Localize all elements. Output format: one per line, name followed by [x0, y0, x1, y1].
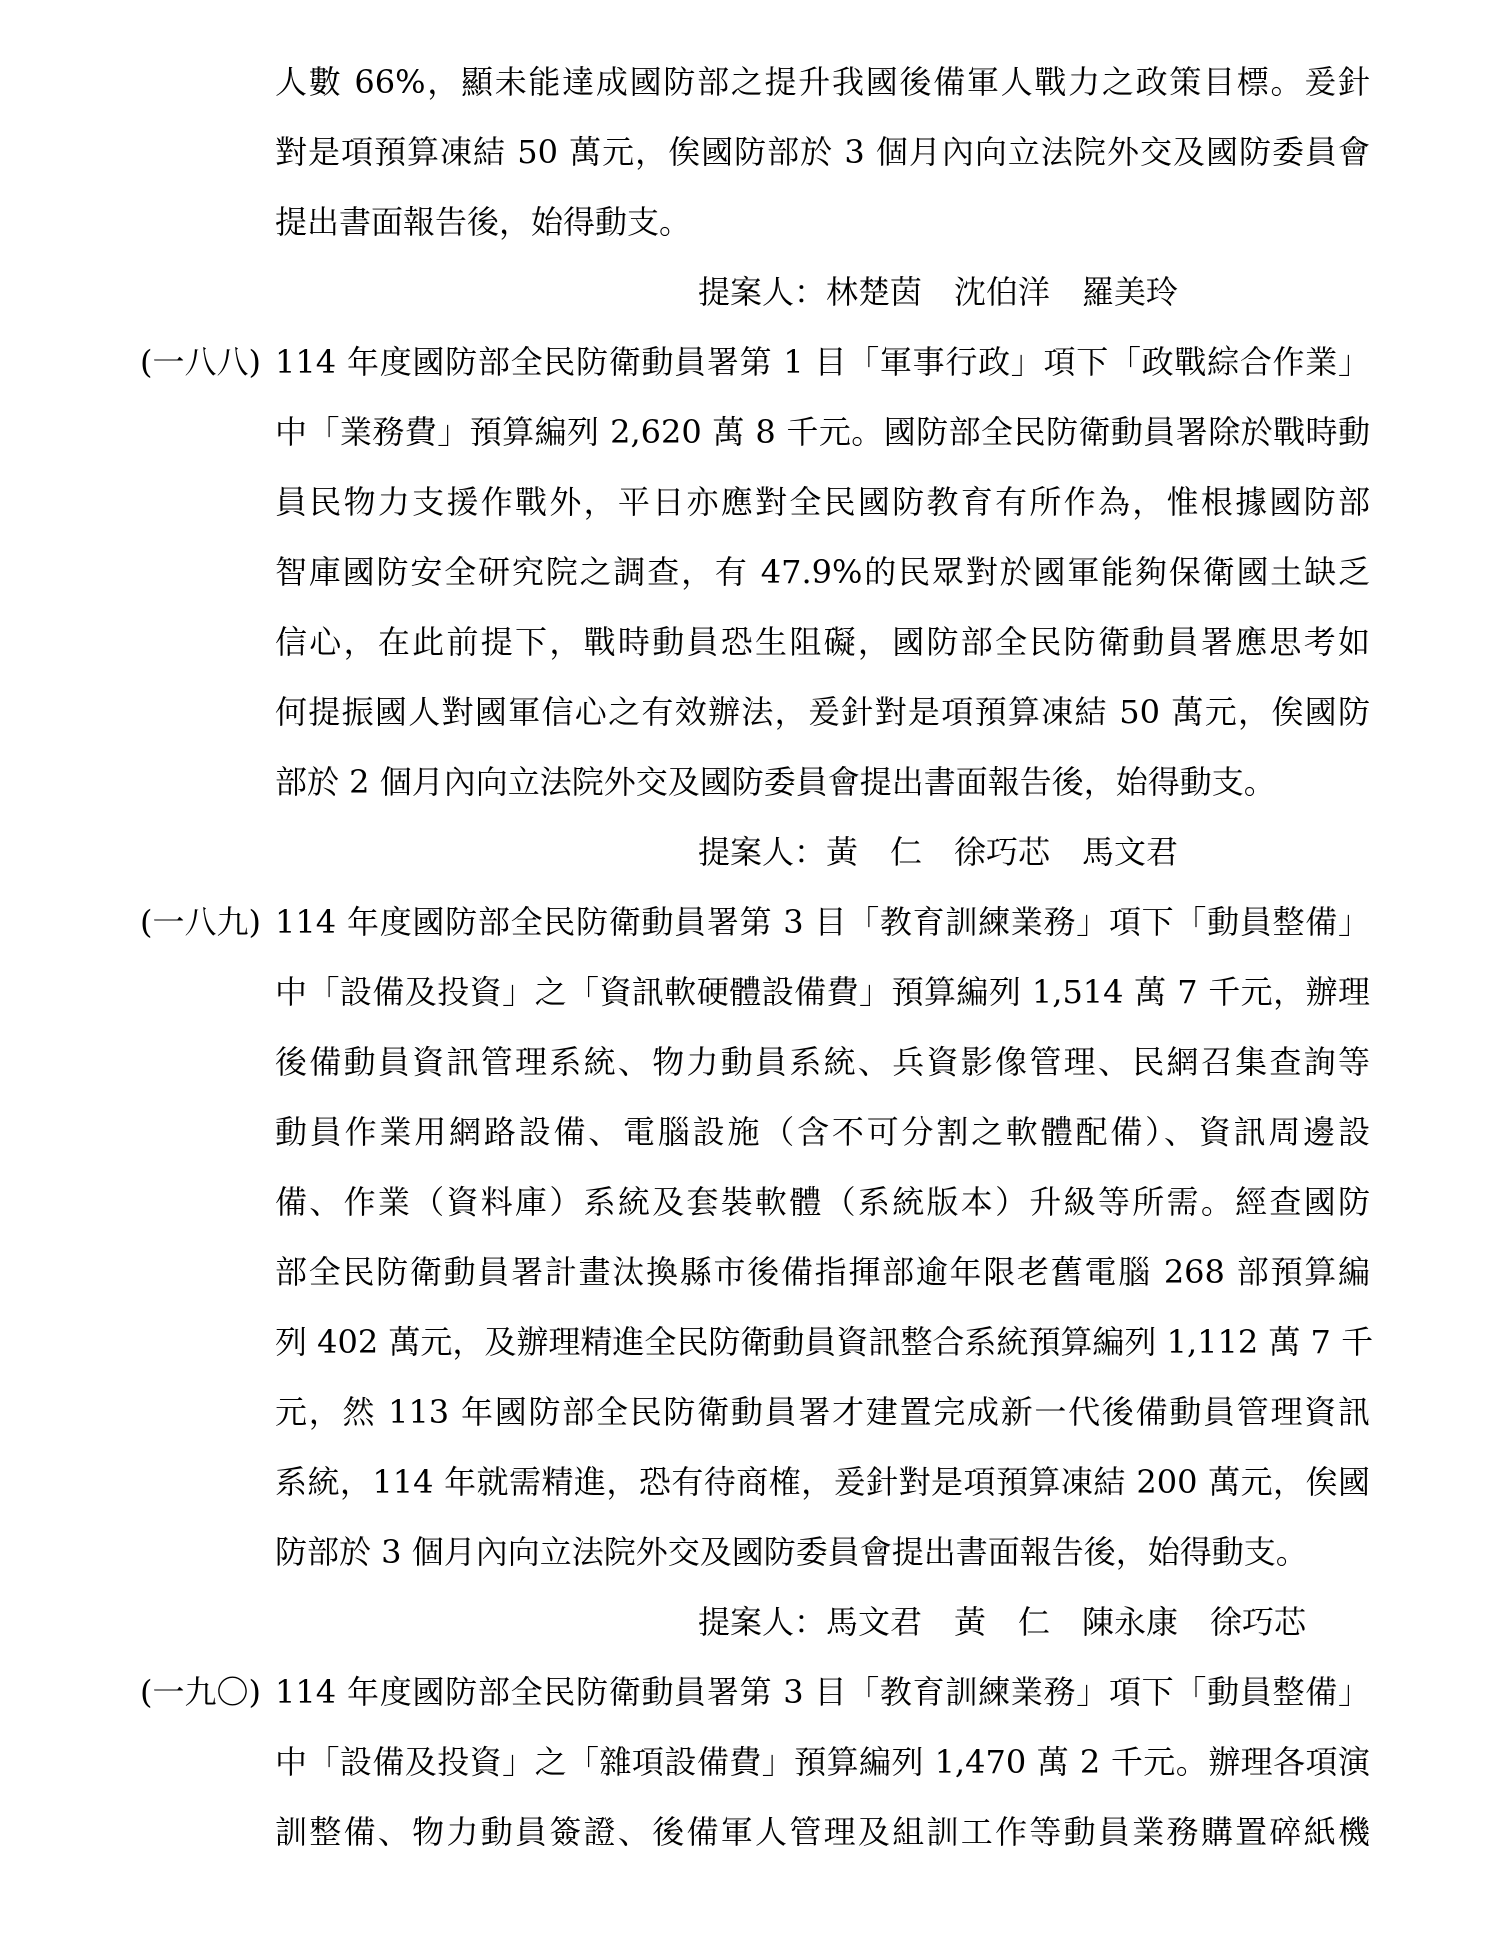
item-first-line: [140, 887, 1370, 957]
paragraph-line: 信心，在此前提下，戰時動員恐生阻礙，國防部全民防衛動員署應思考如: [275, 623, 1370, 661]
paragraph-line: 防部於 3 個月內向立法院外交及國防委員會提出書面報告後，始得動支。: [275, 1533, 1308, 1571]
item-number: (一八九): [140, 903, 261, 941]
item-first-line: [140, 327, 1370, 397]
item-number: (一九〇): [140, 1673, 261, 1711]
item-first-line: [140, 1657, 1370, 1727]
paragraph-line: 備、作業（資料庫）系統及套裝軟體（系統版本）升級等所需。經查國防: [275, 1183, 1370, 1221]
paragraph-line: 部於 2 個月內向立法院外交及國防委員會提出書面報告後，始得動支。: [275, 763, 1276, 801]
proposer-line: 提案人：林楚茵 沈伯洋 羅美玲: [698, 273, 1179, 311]
paragraph-line: 員民物力支援作戰外，平日亦應對全民國防教育有所作為，惟根據國防部: [275, 483, 1370, 521]
paragraph-line: 後備動員資訊管理系統、物力動員系統、兵資影像管理、民網召集查詢等: [275, 1043, 1370, 1081]
paragraph-line: 中「業務費」預算編列 2,620 萬 8 千元。國防部全民防衛動員署除於戰時動: [275, 413, 1370, 451]
paragraph-line: 114 年度國防部全民防衛動員署第 3 目「教育訓練業務」項下「動員整備」: [275, 1673, 1370, 1711]
proposer-line: 提案人：馬文君 黃 仁 陳永康 徐巧芯: [698, 1603, 1307, 1641]
paragraph-line: 人數 66%，顯未能達成國防部之提升我國後備軍人戰力之政策目標。爰針: [275, 63, 1370, 101]
paragraph-line: 系統，114 年就需精進，恐有待商榷，爰針對是項預算凍結 200 萬元，俟國: [275, 1463, 1370, 1501]
paragraph-line: 智庫國防安全研究院之調查，有 47.9%的民眾對於國軍能夠保衛國土缺乏: [275, 553, 1370, 591]
paragraph-line: 元，然 113 年國防部全民防衛動員署才建置完成新一代後備動員管理資訊: [275, 1393, 1370, 1431]
paragraph-line: 中「設備及投資」之「雜項設備費」預算編列 1,470 萬 2 千元。辦理各項演: [275, 1743, 1370, 1781]
paragraph-line: 114 年度國防部全民防衛動員署第 3 目「教育訓練業務」項下「動員整備」: [275, 903, 1370, 941]
paragraph-line: 部全民防衛動員署計畫汰換縣市後備指揮部逾年限老舊電腦 268 部預算編: [275, 1253, 1370, 1291]
paragraph-line: 中「設備及投資」之「資訊軟硬體設備費」預算編列 1,514 萬 7 千元，辦理: [275, 973, 1370, 1011]
paragraph-line: 訓整備、物力動員簽證、後備軍人管理及組訓工作等動員業務購置碎紙機: [275, 1813, 1370, 1851]
item-number: (一八八): [140, 343, 261, 381]
paragraph-line: 動員作業用網路設備、電腦設施（含不可分割之軟體配備）、資訊周邊設: [275, 1113, 1370, 1151]
paragraph-line: 對是項預算凍結 50 萬元，俟國防部於 3 個月內向立法院外交及國防委員會: [275, 133, 1370, 171]
paragraph-line: 列 402 萬元，及辦理精進全民防衛動員資訊整合系統預算編列 1,112 萬 7 千: [275, 1323, 1374, 1361]
paragraph-line: 114 年度國防部全民防衛動員署第 1 目「軍事行政」項下「政戰綜合作業」: [275, 343, 1370, 381]
paragraph-line: 提出書面報告後，始得動支。: [275, 203, 692, 241]
proposer-line: 提案人：黃 仁 徐巧芯 馬文君: [698, 833, 1179, 871]
paragraph-line: 何提振國人對國軍信心之有效辦法，爰針對是項預算凍結 50 萬元，俟國防: [275, 693, 1370, 731]
